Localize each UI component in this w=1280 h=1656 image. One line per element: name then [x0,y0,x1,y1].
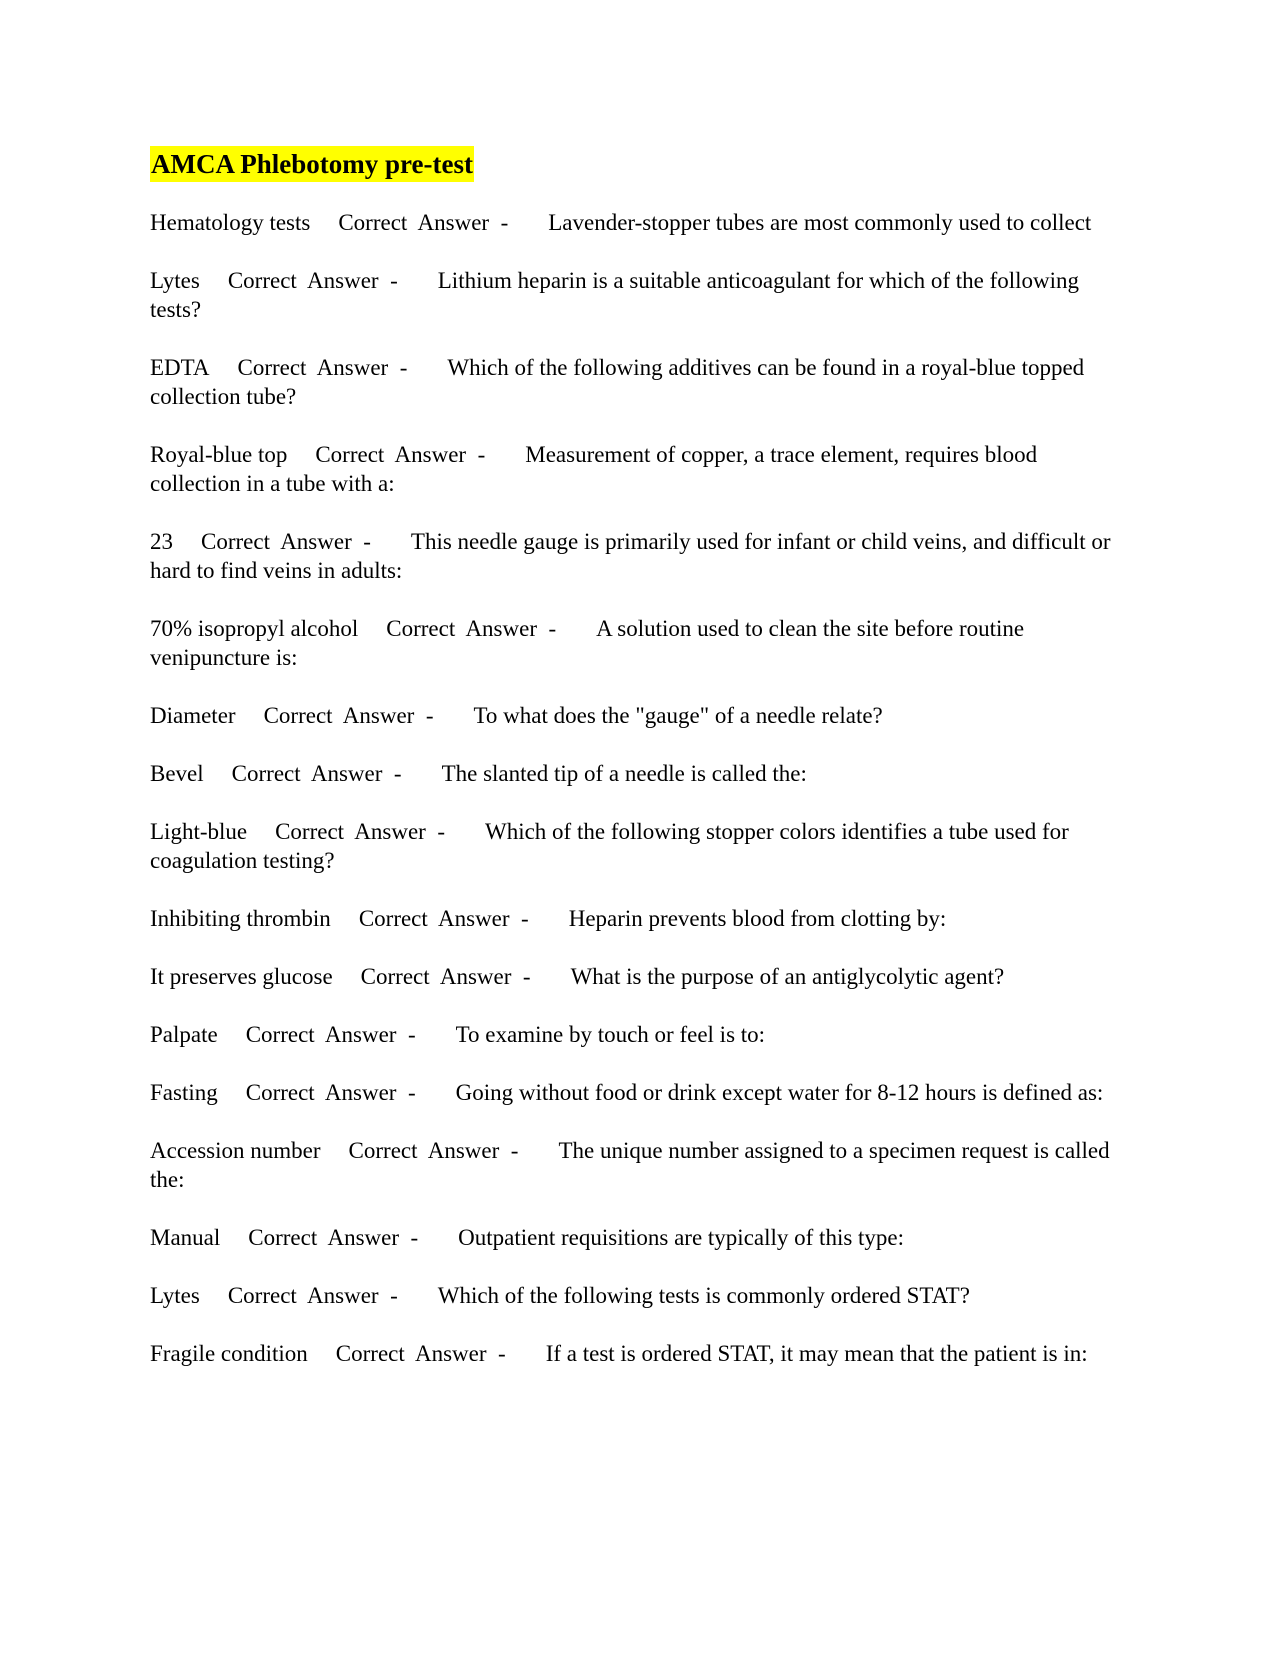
answer-text: 70% isopropyl alcohol [150,616,359,641]
question-text: To examine by touch or feel is to: [455,1022,766,1047]
qa-item [150,266,1130,324]
answer-text: Fragile condition [150,1341,308,1366]
question-text: Which of the following additives can be found in a royal-blue topped collection tube? [150,355,1085,409]
correct-answer-label: Correct Answer - [275,819,445,844]
correct-answer-label: Correct Answer - [231,761,402,786]
correct-answer-label: Correct Answer - [338,210,509,235]
question-text: Lavender-stopper tubes are most commonly used to collect [548,210,1092,235]
question-text: Lithium heparin is a suitable anticoagulant for which of the following tests? [150,268,1080,322]
qa-item [150,1281,1130,1310]
answer-text: Inhibiting thrombin [150,906,331,931]
question-text: A solution used to clean the site before routine venipuncture is: [150,616,1025,670]
answer-text: Fasting [150,1080,218,1105]
qa-item [150,1078,1130,1107]
correct-answer-label: Correct Answer - [237,355,408,380]
correct-answer-label: Correct Answer - [315,442,486,467]
question-text: The unique number assigned to a specimen request is called the: [150,1138,1110,1192]
qa-item [150,701,1130,730]
question-text: If a test is ordered STAT, it may mean that the patient is in: [545,1341,1088,1366]
answer-text: Lytes [150,268,200,293]
question-text: Heparin prevents blood from clotting by: [568,906,947,931]
correct-answer-label: Correct Answer - [348,1138,519,1163]
correct-answer-label: Correct Answer - [248,1225,419,1250]
correct-answer-label: Correct Answer - [263,703,434,728]
qa-item [150,1020,1130,1049]
answer-text: Diameter [150,703,236,728]
question-text: Going without food or drink except water for 8-12 hours is defined as: [455,1080,1104,1105]
qa-item [150,527,1130,585]
answer-text: Lytes [150,1283,200,1308]
qa-list [150,208,1130,1368]
answer-text: Light-blue [150,819,248,844]
question-text: What is the purpose of an antiglycolytic agent? [570,964,1005,989]
question-text: To what does the "gauge" of a needle relate? [473,703,883,728]
question-text: Measurement of copper, a trace element, requires blood collection in a tube with a: [150,442,1038,496]
answer-text: Bevel [150,761,204,786]
correct-answer-label: Correct Answer - [335,1341,506,1366]
answer-text: Hematology tests [150,210,311,235]
correct-answer-label: Correct Answer - [245,1080,416,1105]
correct-answer-label: Correct Answer - [227,268,398,293]
correct-answer-label: Correct Answer - [360,964,531,989]
question-text: Which of the following stopper colors identifies a tube used for coagulation testing? [150,819,1069,873]
qa-item [150,440,1130,498]
correct-answer-label: Correct Answer - [386,616,557,641]
qa-item [150,208,1130,237]
question-text: Which of the following tests is commonly ordered STAT? [437,1283,970,1308]
qa-item [150,1339,1130,1368]
answer-text: 23 [150,529,173,554]
qa-item [150,614,1130,672]
correct-answer-label: Correct Answer - [245,1022,416,1047]
qa-item [150,962,1130,991]
correct-answer-label: Correct Answer - [358,906,529,931]
qa-item [150,904,1130,933]
document-content [150,146,1130,1397]
answer-text: It preserves glucose [150,964,333,989]
qa-item [150,1136,1130,1194]
answer-text: Palpate [150,1022,218,1047]
document-title: AMCA Phlebotomy pre-test [150,146,474,182]
question-text: The slanted tip of a needle is called the: [441,761,807,786]
qa-item [150,353,1130,411]
qa-item [150,817,1130,875]
qa-item [150,759,1130,788]
answer-text: Manual [150,1225,221,1250]
answer-text: Royal-blue top [150,442,288,467]
correct-answer-label: Correct Answer - [201,529,371,554]
qa-item [150,1223,1130,1252]
question-text: This needle gauge is primarily used for infant or child veins, and difficult or hard to find veins in adults: [150,529,1111,583]
answer-text: Accession number [150,1138,321,1163]
correct-answer-label: Correct Answer - [227,1283,398,1308]
question-text: Outpatient requisitions are typically of this type: [458,1225,905,1250]
title-wrap [150,146,1130,186]
answer-text: EDTA [150,355,210,380]
